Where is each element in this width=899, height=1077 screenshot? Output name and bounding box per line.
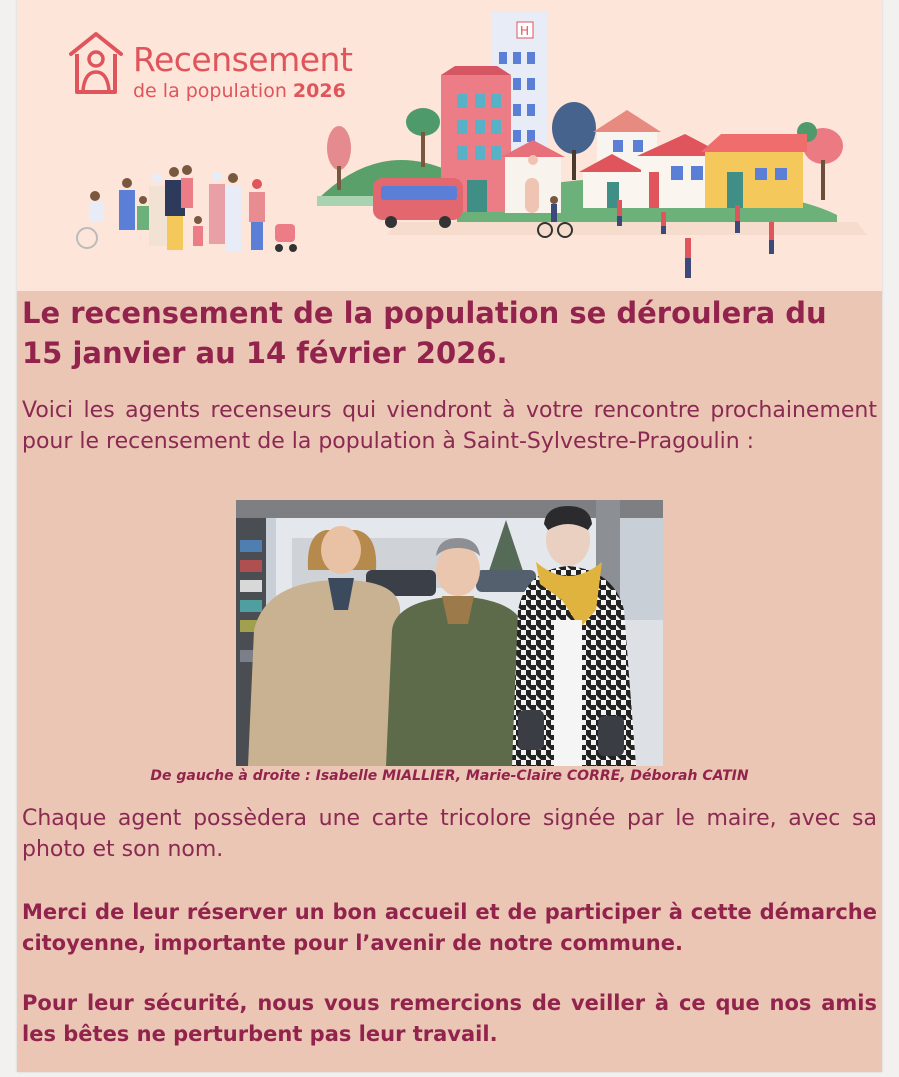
house-person-icon xyxy=(67,30,125,100)
svg-text:H: H xyxy=(520,24,530,38)
logo-year: 2026 xyxy=(292,80,346,102)
logo-subtitle xyxy=(133,80,346,102)
photo-caption: De gauche à droite : Isabelle MIALLIER, Marie-Claire CORRE, Déborah CATIN xyxy=(150,768,749,784)
flyer-page xyxy=(17,0,882,1072)
header-banner xyxy=(17,0,882,291)
intro-paragraph: Voici les agents recenseurs qui viendront à votre rencontre prochainement pour le recensement de la population à Saint-Sylvestre-Pragoulin : xyxy=(22,398,877,454)
headline: Le recensement de la population se déroulera du 15 janvier au 14 février 2026. xyxy=(22,296,827,370)
pets-paragraph: Pour leur sécurité, nous vous remercions de veiller à ce que nos amis les bêtes ne perturbent pas leur travail. xyxy=(22,991,877,1046)
agents-photo xyxy=(236,500,663,766)
logo-subtitle-text: de la population xyxy=(133,80,287,102)
logo-title: Recensement xyxy=(133,40,353,79)
card-paragraph: Chaque agent possèdera une carte tricolore signée par le maire, avec sa photo et son nom. xyxy=(22,806,877,862)
welcome-paragraph: Merci de leur réserver un bon accueil et de participer à cette démarche citoyenne, importante pour l’avenir de notre commune. xyxy=(22,900,877,955)
